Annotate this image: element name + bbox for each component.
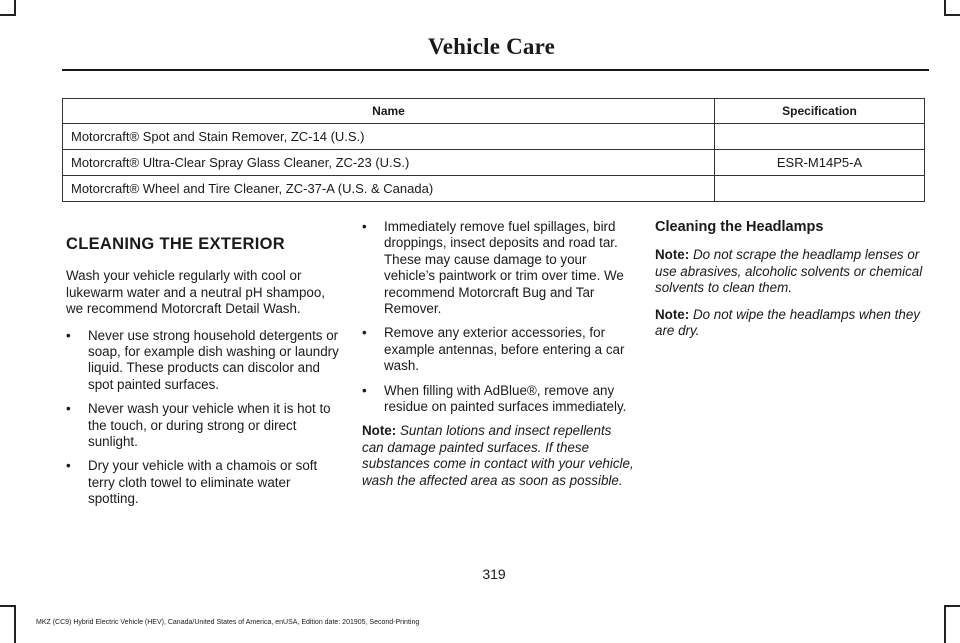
cleaning-products-table <box>62 98 925 202</box>
note-paragraph <box>362 423 634 489</box>
table-row <box>63 150 925 176</box>
edition-footer: MKZ (CC9) Hybrid Electric Vehicle (HEV), Canada/United States of America, enUSA, Edition date: 201905, Second-Printing <box>36 619 420 626</box>
list-item-text: Immediately remove fuel spillages, bird droppings, insect deposits and road tar. These may cause damage to your vehicle’s paintwork or trim over time. We recommend Motorcraft Bug and Tar Remover. <box>384 219 624 317</box>
bullet-icon: • <box>66 401 71 417</box>
column-right <box>655 219 927 349</box>
page-number: 319 <box>482 566 506 582</box>
page-header-title: Vehicle Care <box>428 34 555 59</box>
list-item <box>66 328 340 394</box>
bullet-icon: • <box>66 327 71 343</box>
product-name-cell: Motorcraft® Wheel and Tire Cleaner, ZC-37-A (U.S. & Canada) <box>63 176 715 202</box>
section-heading-cleaning-exterior: CLEANING THE EXTERIOR <box>66 235 285 253</box>
product-name-cell: Motorcraft® Spot and Stain Remover, ZC-14 (U.S.) <box>63 124 715 150</box>
column-header-specification: Specification <box>715 99 925 124</box>
list-item-text: Dry your vehicle with a chamois or soft terry cloth towel to eliminate water spotting. <box>88 458 318 507</box>
crop-mark-bottom-right <box>944 605 960 643</box>
bullet-icon: • <box>362 382 367 398</box>
note-paragraph <box>655 307 927 340</box>
list-item <box>66 458 340 507</box>
list-item-text: When filling with AdBlue®, remove any residue on painted surfaces immediately. <box>384 382 627 415</box>
column-header-name: Name <box>63 99 715 124</box>
column-left <box>66 236 340 516</box>
specification-cell <box>715 176 925 202</box>
note-label: Note: <box>655 306 690 322</box>
column-middle <box>362 219 634 499</box>
specification-cell: ESR-M14P5-A <box>715 150 925 176</box>
note-label: Note: <box>655 247 690 263</box>
table-row <box>63 124 925 150</box>
bullet-icon: • <box>66 458 71 474</box>
list-item <box>362 325 634 374</box>
intro-paragraph: Wash your vehicle regularly with cool or lukewarm water and a neutral pH shampoo, we recommend Motorcraft Detail Wash. <box>66 268 326 317</box>
note-label: Note: <box>362 423 397 439</box>
list-item-text: Never wash your vehicle when it is hot to the touch, or during strong or direct sunlight. <box>88 401 331 450</box>
note-text: Suntan lotions and insect repellents can damage painted surfaces. If these substances come in contact with your vehicle, wash the affected area as soon as possible. <box>362 423 634 488</box>
specification-cell <box>715 124 925 150</box>
note-paragraph <box>655 247 927 296</box>
table-header-row <box>63 99 925 124</box>
section-heading-cleaning-headlamps: Cleaning the Headlamps <box>655 219 824 235</box>
list-item <box>66 401 340 450</box>
note-text: Do not wipe the headlamps when they are dry. <box>655 306 920 339</box>
list-item <box>362 383 634 416</box>
crop-mark-bottom-left <box>0 605 16 643</box>
list-item <box>362 219 634 317</box>
list-item-text: Remove any exterior accessories, for example antennas, before entering a car wash. <box>384 325 625 374</box>
bullet-list <box>362 219 634 415</box>
list-item-text: Never use strong household detergents or soap, for example dish washing or laundry liquid. These products can discolor and spot painted surfaces. <box>88 327 339 392</box>
crop-mark-top-left <box>0 0 16 16</box>
bullet-list <box>66 328 340 508</box>
bullet-icon: • <box>362 325 367 341</box>
bullet-icon: • <box>362 219 367 234</box>
product-name-cell: Motorcraft® Ultra-Clear Spray Glass Cleaner, ZC-23 (U.S.) <box>63 150 715 176</box>
header-divider <box>62 69 929 71</box>
crop-mark-top-right <box>944 0 960 16</box>
table-row <box>63 176 925 202</box>
note-text: Do not scrape the headlamp lenses or use abrasives, alcoholic solvents or chemical solvents to clean them. <box>655 247 923 296</box>
